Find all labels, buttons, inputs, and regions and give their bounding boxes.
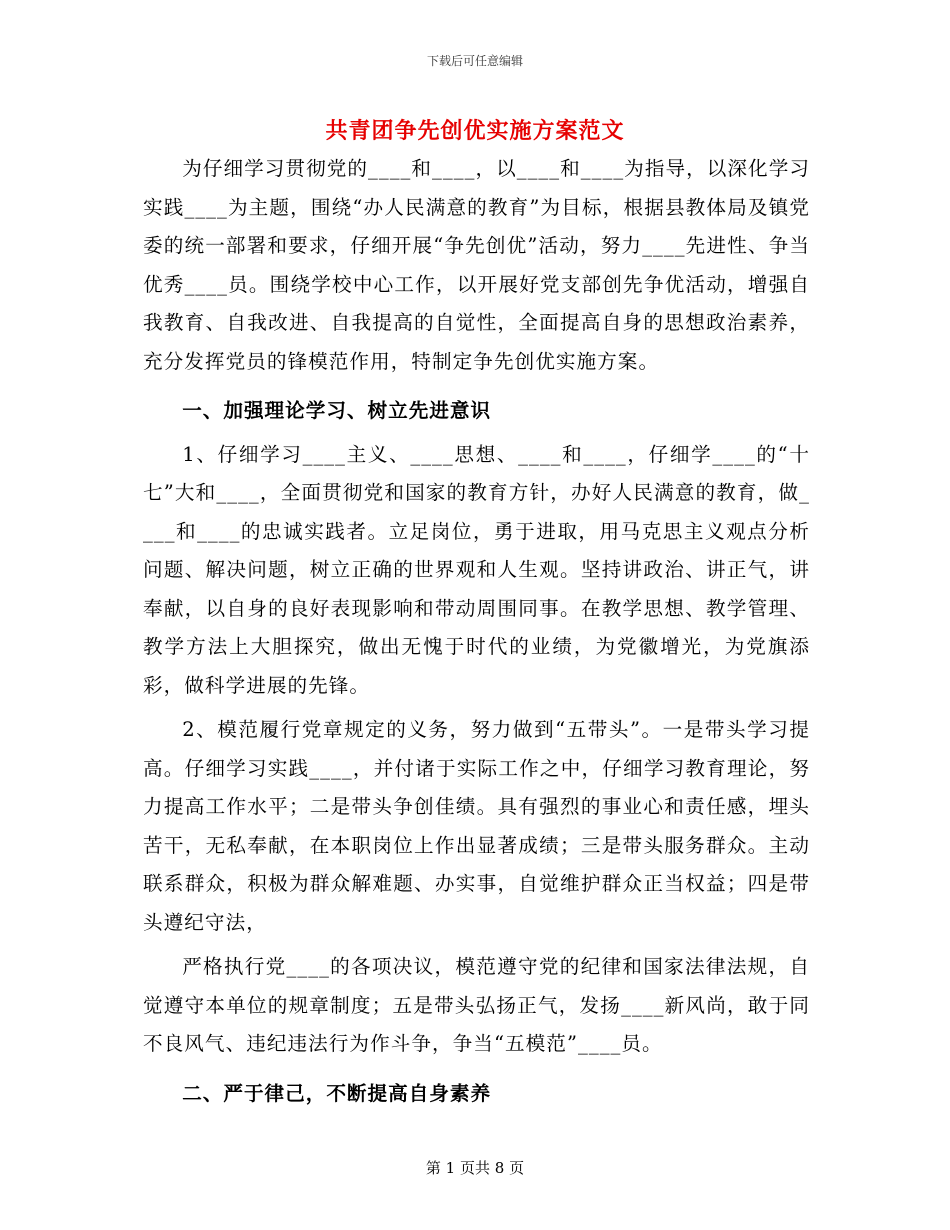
section-heading-1: 一、加强理论学习、树立先进意识 [182, 399, 492, 422]
section-heading-2: 二、严于律己，不断提高自身素养 [182, 1081, 492, 1105]
intro-paragraph: 为仔细学习贯彻党的____和____，以____和____为指导，以深化学习实践____为主题，围绕“办人民满意的教育”为目标，根据县教体局及镇党委的统一部署和要求，仔细开展“争先创优”活动，努力____先进性、争当优秀____员。围绕学校中心工作，以开展好党支部创先争优活动，增强自我教育、自我改进、自我提高的自觉性，全面提高自身的思想政治素养，充分发挥党员的锋模范作用，特制定争先创优实施方案。 [143, 157, 810, 373]
item-2-continuation-paragraph: 严格执行党____的各项决议，模范遵守党的纪律和国家法律法规，自觉遵守本单位的规章制度；五是带头弘扬正气，发扬____新风尚，敢于同不良风气、违纪违法行为作斗争，争当“五模范”____员。 [143, 955, 810, 1055]
document-body [143, 150, 810, 1118]
item-2-paragraph: 2、模范履行党章规定的义务，努力做到“五带头”。一是带头学习提高。仔细学习实践____，并付诸于实际工作之中，仔细学习教育理论，努力提高工作水平；二是带头争创佳绩。具有强烈的事业心和责任感，埋头苦干，无私奉献，在本职岗位上作出显著成绩；三是带头服务群众。主动联系群众，积极为群众解难题、办实事，自觉维护群众正当权益；四是带头遵纪守法， [143, 718, 810, 934]
page-header-note: 下载后可任意编辑 [426, 54, 523, 68]
page-footer-number: 第 1 页共 8 页 [425, 1159, 525, 1177]
document-title: 共青团争先创优实施方案范文 [325, 119, 625, 144]
item-1-paragraph: 1、仔细学习____主义、____思想、____和____，仔细学____的“十七”大和____，全面贯彻党和国家的教育方针，办好人民满意的教育，做____和____的忠诚实践者。立足岗位，勇于进取，用马克思主义观点分析问题、解决问题，树立正确的世界观和人生观。坚持讲政治、讲正气，讲奉献，以自身的良好表现影响和带动周围同事。在教学思想、教学管理、教学方法上大胆探究，做出无愧于时代的业绩，为党徽增光，为党旗添彩，做科学进展的先锋。 [143, 442, 810, 697]
